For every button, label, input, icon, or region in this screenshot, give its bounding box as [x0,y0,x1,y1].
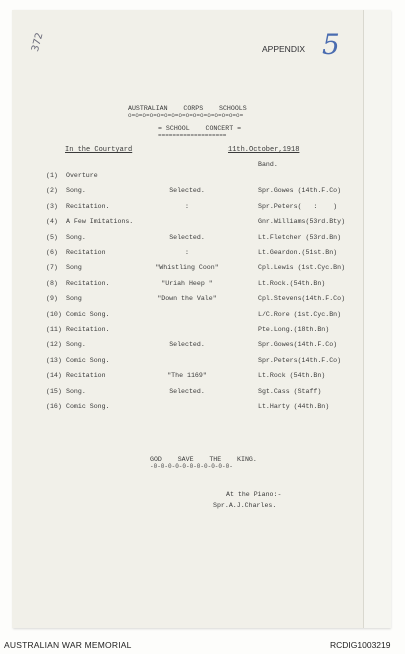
programme-number: (10) [46,310,62,318]
programme-performer: Lt.Fletcher (53rd.Bn) [258,233,342,241]
programme-number: (16) [46,403,62,410]
programme-performer: Spr.Gowes(14th.F.Co) [258,341,338,349]
programme-item: Recitation [66,249,106,256]
programme-number: (7) [46,264,58,272]
programme-item: Song. [66,387,86,395]
programme-item: Recitation. [66,326,110,333]
programme-title: "The 1169" [167,372,207,380]
programme-item: Song [66,264,82,272]
programme-number: (12) [46,341,62,349]
programme-performer: Gnr.Williams(53rd.Bty) [258,218,346,226]
programme-number: (4) [46,218,58,226]
programme-number: (5) [46,233,58,241]
programme-number: (1) [46,172,58,179]
programme-number: (11) [46,326,62,333]
programme-performer: Lt.Rock (54th.Bn) [258,372,326,380]
appendix-number: 5 [322,28,340,61]
programme-number: (14) [46,372,62,380]
programme-number: (3) [46,202,58,210]
programme-number: (13) [46,356,62,364]
document-page [12,10,390,628]
credit-institution: AUSTRALIAN WAR MEMORIAL [4,640,132,650]
programme-number: (9) [46,295,58,303]
programme-performer: Sgt.Cass (Staff) [258,387,322,395]
programme-performer: Lt.Harty (44th.Bn) [258,403,330,410]
programme-number: (2) [46,187,58,195]
programme-title: "Down the Vale" [157,295,217,303]
programme-title: : [185,249,189,256]
programme-item: Comic Song. [66,403,110,410]
programme-performer: L/C.Rore (1st.Cyc.Bn) [258,310,342,318]
programme-performer: Spr.Gowes (14th.F.Co) [258,187,342,195]
heading-line-1: AUSTRALIAN CORPS SCHOOLS [128,105,247,112]
programme-performer: Cpl.Stevens(14th.F.Co) [258,295,346,303]
programme-number: (8) [46,279,58,287]
programme-item: Overture [66,172,98,179]
piano-label: At the Piano:- [226,491,282,498]
band-label: Band. [258,161,278,168]
programme-number: (15) [46,387,62,395]
programme-item: Recitation. [66,202,110,210]
heading-line-1-underline: o=o=o=o=o=o=o=o=o=o=o=o=o=o=o=o= [128,112,244,119]
pianist: Spr.A.J.Charles. [213,502,277,509]
programme-number: (6) [46,249,58,256]
programme-performer: Lt.Geardon.(51st.Bn) [258,249,338,256]
programme-item: Comic Song. [66,356,110,364]
programme-item: Song. [66,341,86,349]
programme-title: Selected. [169,187,205,195]
heading-line-2-underline: =================== [158,132,227,139]
programme-item: Song. [66,187,86,195]
credit-id: RCDIG1003219 [330,640,391,650]
page-fold-strip [363,10,391,628]
programme-title: "Whistling Coon" [155,264,219,272]
venue: In the Courtyard [65,146,133,154]
programme-item: Song. [66,233,86,241]
programme-performer: Lt.Rock.(54th.Bn) [258,279,326,287]
programme-performer: Spr.Peters( : ) [258,202,338,210]
programme-title: Selected. [169,341,205,349]
programme-item: Comic Song. [66,310,110,318]
programme-item: Recitation. [66,279,110,287]
programme-title: : [185,202,189,210]
programme-title: Selected. [169,233,205,241]
programme-item: Song [66,295,82,303]
programme-item: A Few Imitations. [66,218,134,226]
reference-number: 372 [30,31,46,53]
programme-performer: Pte.Long.(18th.Bn) [258,326,330,333]
footer-anthem: GOD SAVE THE KING. [150,456,257,463]
programme-item: Recitation [66,372,106,380]
footer-underline: -0-0-0-0-0-0-0-0-0-0-0- [150,463,233,470]
programme-performer: Cpl.Lewis (1st.Cyc.Bn) [258,264,346,272]
programme-title: Selected. [169,387,205,395]
appendix-label: APPENDIX [262,44,305,54]
concert-date: 11th.October,1918 [228,146,300,154]
heading-line-2: = SCHOOL CONCERT = [158,125,242,132]
programme-performer: Spr.Peters(14th.F.Co) [258,356,342,364]
programme-title: "Uriah Heep " [161,279,213,287]
